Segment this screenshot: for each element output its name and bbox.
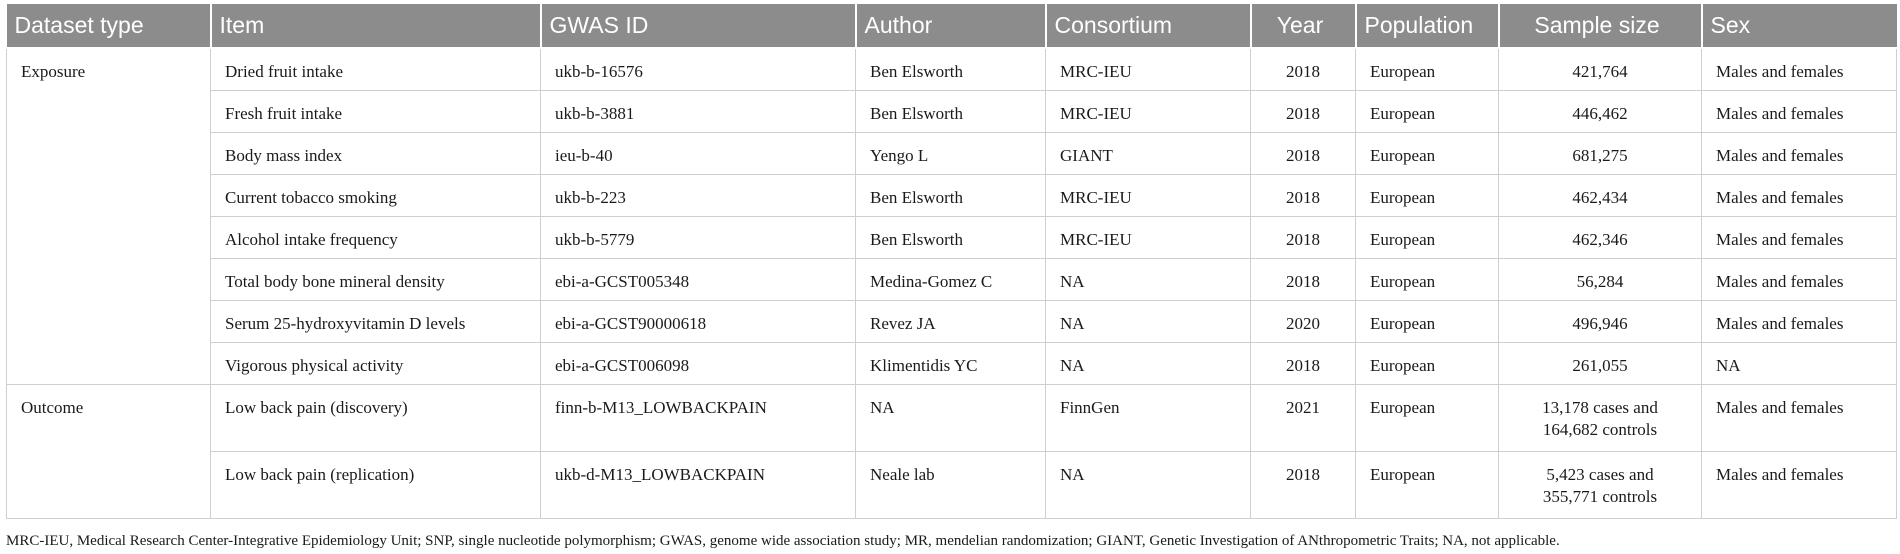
item-cell: Low back pain (discovery)	[211, 385, 541, 452]
table-header	[7, 4, 1897, 48]
author-cell: Yengo L	[856, 133, 1046, 175]
table-row	[7, 133, 1897, 175]
table-row	[7, 385, 1897, 452]
population-cell: European	[1356, 175, 1499, 217]
table-row	[7, 452, 1897, 519]
header-population: Population	[1356, 4, 1499, 48]
sample-size-cell	[1499, 452, 1702, 519]
table-row	[7, 48, 1897, 91]
table-body	[7, 48, 1897, 519]
author-cell: NA	[856, 385, 1046, 452]
sex-cell: Males and females	[1702, 175, 1897, 217]
year-cell: 2018	[1251, 91, 1356, 133]
item-cell: Vigorous physical activity	[211, 343, 541, 385]
sample-size-cell-line: 5,423 cases and	[1546, 465, 1654, 484]
population-cell: European	[1356, 48, 1499, 91]
sex-cell: Males and females	[1702, 385, 1897, 452]
consortium-cell: NA	[1046, 452, 1251, 519]
header-sample-size: Sample size	[1499, 4, 1702, 48]
header-author: Author	[856, 4, 1046, 48]
year-cell: 2018	[1251, 259, 1356, 301]
consortium-cell: MRC-IEU	[1046, 217, 1251, 259]
population-cell: European	[1356, 91, 1499, 133]
population-cell: European	[1356, 259, 1499, 301]
sample-size-cell: 261,055	[1499, 343, 1702, 385]
author-cell: Ben Elsworth	[856, 217, 1046, 259]
sample-size-cell: 681,275	[1499, 133, 1702, 175]
consortium-cell: FinnGen	[1046, 385, 1251, 452]
consortium-cell: GIANT	[1046, 133, 1251, 175]
gwas-id-cell: ebi-a-GCST90000618	[541, 301, 856, 343]
sex-cell: Males and females	[1702, 48, 1897, 91]
population-cell: European	[1356, 452, 1499, 519]
item-cell: Fresh fruit intake	[211, 91, 541, 133]
header-sex: Sex	[1702, 4, 1897, 48]
author-cell: Neale lab	[856, 452, 1046, 519]
header-item: Item	[211, 4, 541, 48]
sample-size-cell: 496,946	[1499, 301, 1702, 343]
year-cell: 2018	[1251, 133, 1356, 175]
item-cell: Total body bone mineral density	[211, 259, 541, 301]
sex-cell: Males and females	[1702, 301, 1897, 343]
sample-size-cell: 421,764	[1499, 48, 1702, 91]
gwas-id-cell: ukb-b-16576	[541, 48, 856, 91]
sample-size-cell: 462,346	[1499, 217, 1702, 259]
item-cell: Serum 25-hydroxyvitamin D levels	[211, 301, 541, 343]
dataset-type-cell: Exposure	[7, 48, 211, 385]
author-cell: Ben Elsworth	[856, 91, 1046, 133]
header-year: Year	[1251, 4, 1356, 48]
population-cell: European	[1356, 301, 1499, 343]
year-cell: 2018	[1251, 217, 1356, 259]
author-cell: Ben Elsworth	[856, 175, 1046, 217]
gwas-id-cell: ukb-d-M13_LOWBACKPAIN	[541, 452, 856, 519]
header-gwas-id: GWAS ID	[541, 4, 856, 48]
sample-size-cell: 446,462	[1499, 91, 1702, 133]
consortium-cell: NA	[1046, 343, 1251, 385]
item-cell: Alcohol intake frequency	[211, 217, 541, 259]
author-cell: Ben Elsworth	[856, 48, 1046, 91]
year-cell: 2018	[1251, 175, 1356, 217]
sex-cell: NA	[1702, 343, 1897, 385]
year-cell: 2018	[1251, 343, 1356, 385]
item-cell: Body mass index	[211, 133, 541, 175]
table-row	[7, 217, 1897, 259]
author-cell: Medina-Gomez C	[856, 259, 1046, 301]
population-cell: European	[1356, 217, 1499, 259]
sex-cell: Males and females	[1702, 133, 1897, 175]
sample-size-cell-line: 164,682 controls	[1542, 420, 1658, 439]
sample-size-cell-line: 13,178 cases and	[1542, 398, 1658, 417]
consortium-cell: MRC-IEU	[1046, 48, 1251, 91]
population-cell: European	[1356, 385, 1499, 452]
author-cell: Klimentidis YC	[856, 343, 1046, 385]
dataset-type-cell: Outcome	[7, 385, 211, 519]
table-row	[7, 343, 1897, 385]
item-cell: Current tobacco smoking	[211, 175, 541, 217]
sex-cell: Males and females	[1702, 91, 1897, 133]
header-consortium: Consortium	[1046, 4, 1251, 48]
table-row	[7, 175, 1897, 217]
population-cell: European	[1356, 133, 1499, 175]
item-cell: Low back pain (replication)	[211, 452, 541, 519]
consortium-cell: MRC-IEU	[1046, 175, 1251, 217]
sex-cell: Males and females	[1702, 217, 1897, 259]
sample-size-cell	[1499, 385, 1702, 452]
population-cell: European	[1356, 343, 1499, 385]
gwas-datasets-table	[6, 4, 1897, 519]
gwas-id-cell: ukb-b-223	[541, 175, 856, 217]
gwas-id-cell: finn-b-M13_LOWBACKPAIN	[541, 385, 856, 452]
gwas-id-cell: ieu-b-40	[541, 133, 856, 175]
table-row	[7, 301, 1897, 343]
gwas-id-cell: ukb-b-5779	[541, 217, 856, 259]
header-row	[7, 4, 1897, 48]
header-dataset-type: Dataset type	[7, 4, 211, 48]
year-cell: 2020	[1251, 301, 1356, 343]
sample-size-cell: 56,284	[1499, 259, 1702, 301]
consortium-cell: NA	[1046, 301, 1251, 343]
consortium-cell: NA	[1046, 259, 1251, 301]
year-cell: 2021	[1251, 385, 1356, 452]
gwas-id-cell: ukb-b-3881	[541, 91, 856, 133]
sample-size-cell: 462,434	[1499, 175, 1702, 217]
year-cell: 2018	[1251, 48, 1356, 91]
table-footnote: MRC-IEU, Medical Research Center-Integrative Epidemiology Unit; SNP, single nucleotide polymorphism; GWAS, genome wide association study; MR, mendelian randomization; GIANT, Genetic Investigation of ANthropometric Traits; NA, not applicable.	[6, 533, 1560, 549]
sex-cell: Males and females	[1702, 259, 1897, 301]
sex-cell: Males and females	[1702, 452, 1897, 519]
item-cell: Dried fruit intake	[211, 48, 541, 91]
consortium-cell: MRC-IEU	[1046, 91, 1251, 133]
gwas-id-cell: ebi-a-GCST006098	[541, 343, 856, 385]
sample-size-cell-line: 355,771 controls	[1542, 487, 1658, 506]
author-cell: Revez JA	[856, 301, 1046, 343]
table-row	[7, 91, 1897, 133]
year-cell: 2018	[1251, 452, 1356, 519]
table-row	[7, 259, 1897, 301]
gwas-id-cell: ebi-a-GCST005348	[541, 259, 856, 301]
